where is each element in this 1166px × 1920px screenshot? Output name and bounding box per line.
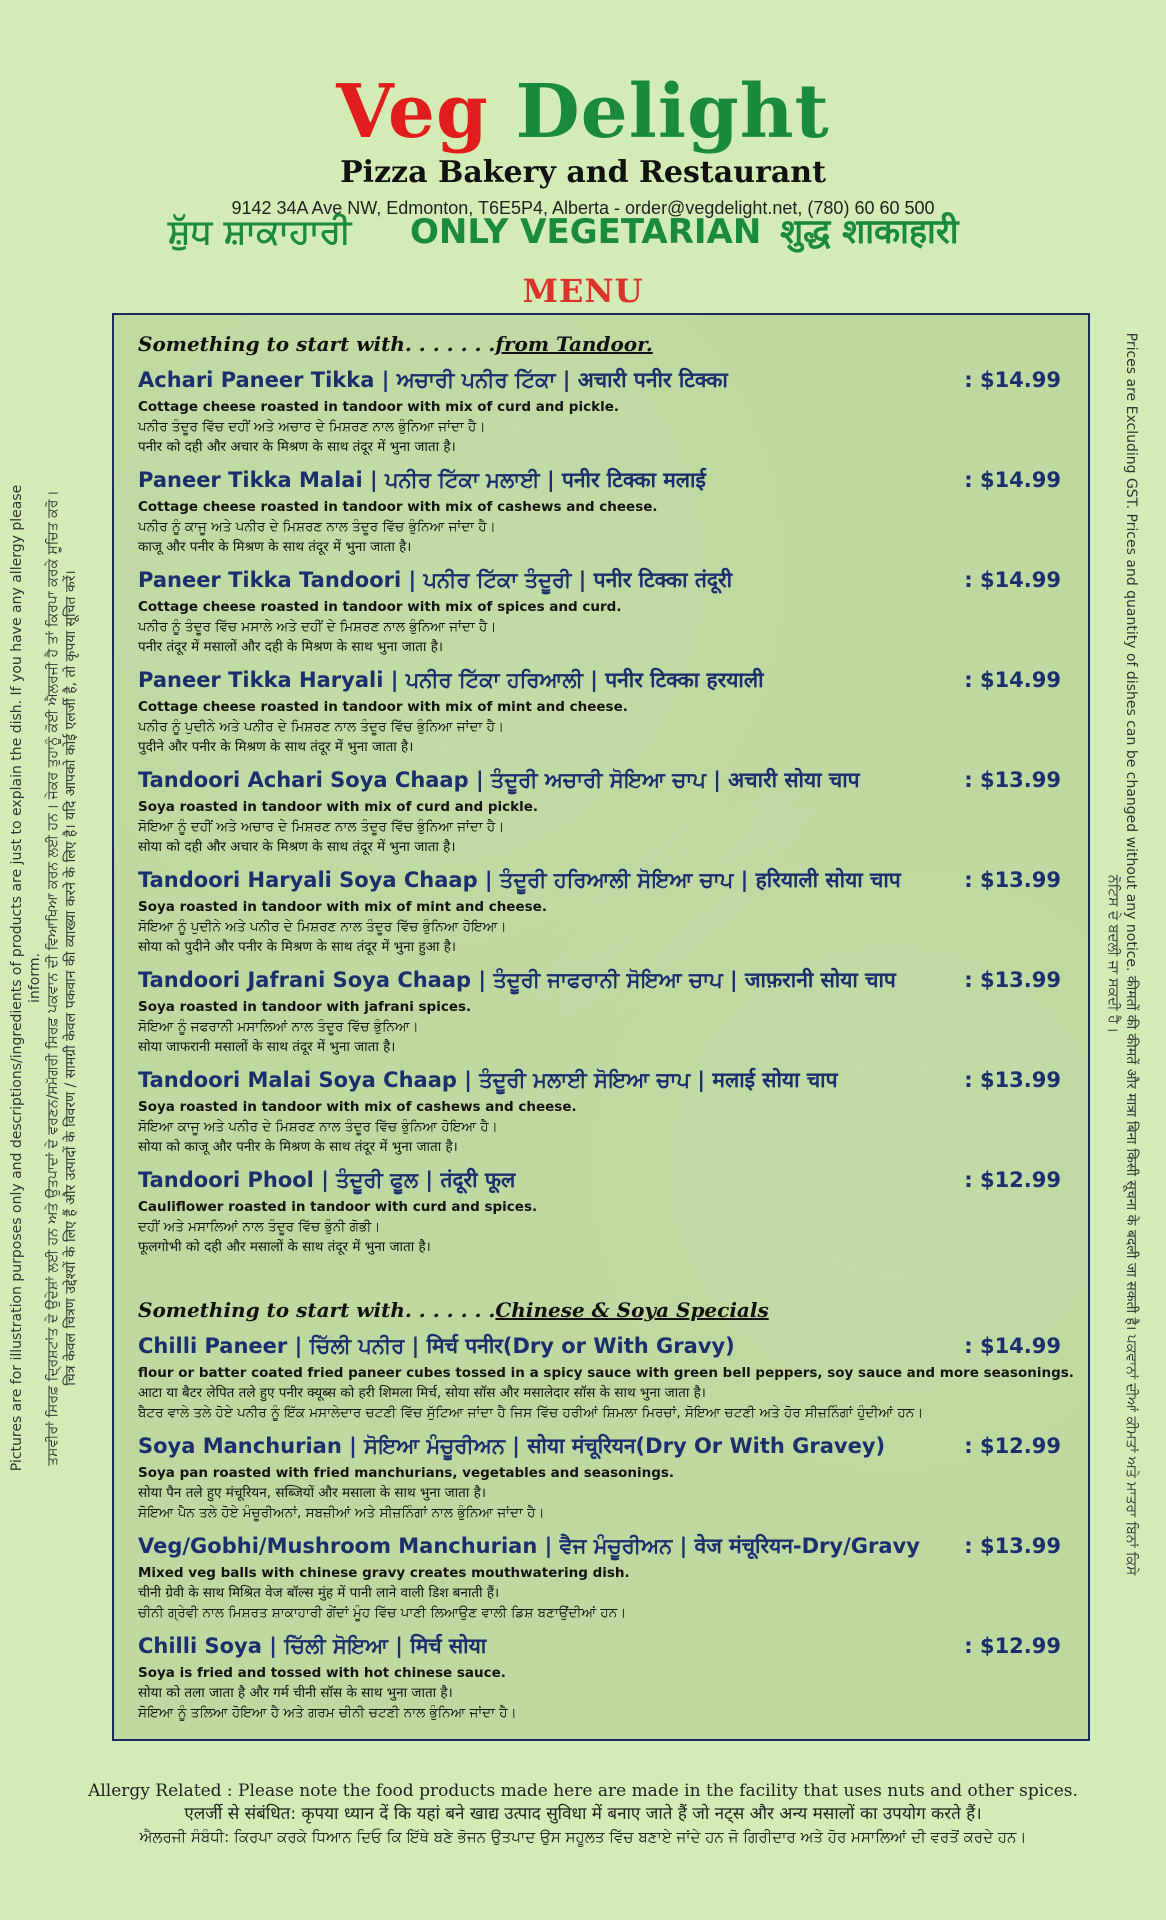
menu-item bbox=[138, 1163, 1073, 1257]
menu-item-desc-en: Soya roasted in tandoor with mix of mint and cheese. bbox=[138, 899, 547, 915]
menu-item-title: Paneer Tikka Haryali | ਪਨੀਰ ਟਿੱਕਾ ਹਰਿਆਲੀ | पनीर टिक्का हरयाली bbox=[138, 668, 764, 692]
left-disclaimer bbox=[8, 478, 84, 1478]
menu-item-price: : $13.99 bbox=[964, 768, 1061, 792]
section-heading-prefix: Something to start with. . . . . . . bbox=[138, 1298, 496, 1322]
menu-item-desc-en: Cottage cheese roasted in tandoor with mix of cashews and cheese. bbox=[138, 499, 658, 515]
menu-item-desc-line2: ਪਨੀਰ ਨੂੰ ਕਾਜੂ ਅਤੇ ਪਨੀਰ ਦੇ ਮਿਸ਼ਰਣ ਨਾਲ ਤੰਦੂਰ ਵਿੱਚ ਭੁੰਨਿਆ ਜਾਂਦਾ ਹੈ। bbox=[138, 519, 496, 535]
menu-item bbox=[138, 363, 1073, 457]
menu-item-desc-en: Soya roasted in tandoor with mix of curd and pickle. bbox=[138, 799, 539, 815]
menu-item-title: Paneer Tikka Malai | ਪਨੀਰ ਟਿੱਕਾ ਮਲਾਈ | पनीर टिक्का मलाई bbox=[138, 468, 706, 492]
menu-item-desc-line2: ਦਹੀਂ ਅਤੇ ਮਸਾਲਿਆਂ ਨਾਲ ਤੰਦੂਰ ਵਿੱਚ ਭੁੰਨੀ ਗੋਭੀ। bbox=[138, 1219, 381, 1235]
menu-item-title: Chilli Soya | ਚਿੱਲੀ ਸੋਇਆ | मिर्च सोया bbox=[138, 1634, 487, 1658]
menu-item-price: : $13.99 bbox=[964, 1068, 1061, 1092]
menu-item bbox=[138, 1429, 1073, 1523]
menu-item-title: Soya Manchurian | ਸੋਇਆ ਮੰਚੂਰੀਅਨ | सोया मंचूरियन(Dry Or With Gravey) bbox=[138, 1434, 886, 1458]
menu-item-price: : $14.99 bbox=[964, 1334, 1061, 1358]
menu-item bbox=[138, 663, 1073, 757]
logo-word-veg: Veg bbox=[336, 69, 489, 155]
menu-item-price: : $14.99 bbox=[964, 568, 1061, 592]
menu-item-title: Chilli Paneer | ਚਿੱਲੀ ਪਨੀਰ | मिर्च पनीर(Dry or With Gravy) bbox=[138, 1334, 735, 1358]
menu-item-desc-line3: पनीर तंदूर में मसालों और दही के मिश्रण के साथ भुना जाता है। bbox=[138, 639, 443, 655]
menu-item-desc-line2: आटा या बैटर लेपित तले हुए पनीर क्यूब्स को हरी शिमला मिर्च, सोया सॉस और मसालेदार सॉस के साथ भुना जाता है। bbox=[138, 1385, 706, 1401]
tagline-hindi: शुद्ध शाकाहारी bbox=[780, 212, 959, 252]
vegetarian-tagline-row bbox=[0, 208, 1166, 256]
menu-panel bbox=[112, 313, 1090, 1741]
section-gap bbox=[138, 1263, 1073, 1291]
menu-item-desc-line3: ਸੋਇਆ ਪੈਨ ਤਲੇ ਹੋਏ ਮੰਚੂਰੀਅਨਾਂ, ਸਬਜ਼ੀਆਂ ਅਤੇ ਸੀਜ਼ਨਿੰਗਾਂ ਨਾਲ ਭੁੰਨਿਆ ਜਾਂਦਾ ਹੈ। bbox=[138, 1505, 545, 1521]
menu-item bbox=[138, 1329, 1073, 1423]
menu-item-desc-line3: सोया को काजू और पनीर के मिश्रण के साथ तंदूर में भुना जाता है। bbox=[138, 1139, 458, 1155]
menu-item-desc-en: Cauliflower roasted in tandoor with curd and spices. bbox=[138, 1199, 538, 1215]
menu-item bbox=[138, 763, 1073, 857]
section-heading-tail: from Tandoor. bbox=[495, 332, 653, 356]
allergy-note-en: Allergy Related : Please note the food products made here are made in the facility that uses nuts and other spices. bbox=[88, 1781, 1078, 1801]
logo-word-delight: Delight bbox=[515, 69, 830, 155]
menu-item-price: : $14.99 bbox=[964, 668, 1061, 692]
section-heading bbox=[138, 325, 1073, 363]
menu-item-desc-line3: फूलगोभी को दही और मसालों के साथ तंदूर में भुना जाता है। bbox=[138, 1239, 431, 1255]
menu-item-desc-line3: ਬੈਟਰ ਵਾਲੇ ਤਲੇ ਹੋਏ ਪਨੀਰ ਨੂੰ ਇੱਕ ਮਸਾਲੇਦਾਰ ਚਟਣੀ ਵਿੱਚ ਸੁੱਟਿਆ ਜਾਂਦਾ ਹੈ ਜਿਸ ਵਿੱਚ ਹਰੀਆਂ ਸ਼ਿਮਲਾ ਮਿਰਚਾਂ, ਸੋਇਆ ਚਟਣੀ ਅਤੇ ਹੋਰ ਸੀਜ਼ਨਿੰਗਾਂ ਹੁੰਦੀਆਂ ਹਨ। bbox=[138, 1405, 924, 1421]
menu-item-desc-line2: ਸੋਇਆ ਕਾਜੂ ਅਤੇ ਪਨੀਰ ਦੇ ਮਿਸ਼ਰਣ ਨਾਲ ਤੰਦੂਰ ਵਿੱਚ ਭੁੰਨਿਆ ਹੋਇਆ ਹੈ। bbox=[138, 1119, 498, 1135]
menu-item bbox=[138, 563, 1073, 657]
left-disclaimer-en: Pictures are for illustration purposes only and descriptions/ingredients of products are just to explain the dish. If you have any allergy please inform. bbox=[9, 484, 43, 1472]
menu-item-desc-en: Cottage cheese roasted in tandoor with mix of mint and cheese. bbox=[138, 699, 628, 715]
menu-item-desc-line2: ਪਨੀਰ ਤੰਦੂਰ ਵਿੱਚ ਦਹੀਂ ਅਤੇ ਅਚਾਰ ਦੇ ਮਿਸ਼ਰਣ ਨਾਲ ਭੁੰਨਿਆ ਜਾਂਦਾ ਹੈ। bbox=[138, 419, 486, 435]
menu-item-desc-line2: सोया को तला जाता है और गर्म चीनी सॉस के साथ भुना जाता है। bbox=[138, 1685, 453, 1701]
menu-item-desc-line2: चीनी ग्रेवी के साथ मिश्रित वेज बॉल्स मुंह में पानी लाने वाली डिश बनाती हैं। bbox=[138, 1585, 500, 1601]
menu-item-desc-line3: सोया जाफरानी मसालों के साथ तंदूर में भुना जाता है। bbox=[138, 1039, 396, 1055]
left-disclaimer-hi: चित्र केवल चित्रण उद्देश्यों के लिए हैं और उत्पादों के विवरण / सामग्री केवल पकवान की व्याख्या करने के लिए है। यदि आपको कोई एलर्जी है, तो कृपया सूचित करें। bbox=[63, 570, 79, 1386]
menu-title: MENU bbox=[522, 272, 644, 310]
menu-item-title: Veg/Gobhi/Mushroom Manchurian | ਵੈਜ ਮੰਚੂਰੀਅਨ | वेज मंचूरियन-Dry/Gravy bbox=[138, 1534, 920, 1558]
menu-item-price: : $13.99 bbox=[964, 1534, 1061, 1558]
menu-item-title: Tandoori Phool | ਤੰਦੂਰੀ ਫੂਲ | तंदूरी फूल bbox=[138, 1168, 516, 1192]
menu-item-desc-line2: ਪਨੀਰ ਨੂੰ ਤੰਦੂਰ ਵਿੱਚ ਮਸਾਲੇ ਅਤੇ ਦਹੀਂ ਦੇ ਮਿਸ਼ਰਣ ਨਾਲ ਭੁੰਨਿਆ ਜਾਂਦਾ ਹੈ। bbox=[138, 619, 497, 635]
menu-item-desc-line3: पुदीने और पनीर के मिश्रण के साथ तंदूर में भुना जाता है। bbox=[138, 739, 414, 755]
menu-item-desc-en: Soya pan roasted with fried manchurians, vegetables and seasonings. bbox=[138, 1465, 675, 1481]
menu-item-desc-line3: ਸੋਇਆ ਨੂੰ ਤਲਿਆ ਹੋਇਆ ਹੈ ਅਤੇ ਗਰਮ ਚੀਨੀ ਚਟਣੀ ਨਾਲ ਭੁੰਨਿਆ ਜਾਂਦਾ ਹੈ। bbox=[138, 1705, 517, 1721]
menu-item-price: : $13.99 bbox=[964, 868, 1061, 892]
menu-item-price: : $13.99 bbox=[964, 968, 1061, 992]
menu-content bbox=[138, 325, 1073, 1729]
menu-item-desc-en: Soya is fried and tossed with hot chinese sauce. bbox=[138, 1665, 506, 1681]
menu-item bbox=[138, 863, 1073, 957]
restaurant-subtitle: Pizza Bakery and Restaurant bbox=[340, 155, 826, 190]
section-heading bbox=[138, 1291, 1073, 1329]
menu-item-desc-en: flour or batter coated fried paneer cubes tossed in a spicy sauce with green bell peppers, soy sauce and more seasonings. bbox=[138, 1365, 1074, 1381]
menu-item bbox=[138, 1063, 1073, 1157]
menu-item-desc-en: Cottage cheese roasted in tandoor with mix of curd and pickle. bbox=[138, 399, 619, 415]
section-heading-prefix: Something to start with. . . . . . . bbox=[138, 332, 496, 356]
right-note-line-2: ਨੋਟਿਸ ਦੇ ਬਦਲੀ ਜਾ ਸਕਦੀ ਹੈ। bbox=[1105, 874, 1121, 1034]
menu-item-price: : $12.99 bbox=[964, 1634, 1061, 1658]
allergy-footer bbox=[0, 1780, 1166, 1848]
menu-item-desc-line2: ਸੋਇਆ ਨੂੰ ਪੁਦੀਨੇ ਅਤੇ ਪਨੀਰ ਦੇ ਮਿਸ਼ਰਣ ਨਾਲ ਤੰਦੂਰ ਵਿੱਚ ਭੁੰਨਿਆ ਹੋਇਆ। bbox=[138, 919, 507, 935]
menu-item-desc-line3: सोया को पुदीने और पनीर के मिश्रण के साथ तंदूर में भुना हुआ है। bbox=[138, 939, 456, 955]
menu-item-title: Tandoori Jafrani Soya Chaap | ਤੰਦੂਰੀ ਜਾਫਰਾਨੀ ਸੋਇਆ ਚਾਪ | जाफ़रानी सोया चाप bbox=[138, 968, 896, 992]
menu-item-desc-line3: पनीर को दही और अचार के मिश्रण के साथ तंदूर में भुना जाता है। bbox=[138, 439, 456, 455]
menu-item-title: Tandoori Malai Soya Chaap | ਤੰਦੂਰੀ ਮਲਾਈ ਸੋਇਆ ਚਾਪ | मलाई सोया चाप bbox=[138, 1068, 838, 1092]
right-note-line-1: Prices are Excluding GST. Prices and quantity of dishes can be changed without any notice. कीमतों की कीमतें और मात्रा बिना किसी सूचना के बदली जा सकती है। ਪਕਵਾਨਾਂ ਦੀਆਂ ਕੀਮਤਾਂ ਅਤੇ ਮਾਤਰਾ ਬਿਨਾਂ ਕਿਸੇ bbox=[1123, 332, 1139, 1576]
left-disclaimer-pa: ਤਸਵੀਰਾਂ ਸਿਰਫ਼ ਦ੍ਰਿਸ਼ਟਾਂਤ ਦੇ ਉਦੇਸ਼ਾਂ ਲਈ ਹਨ ਅਤੇ ਉਤਪਾਦਾਂ ਦੇ ਵਰਣਨ/ਸਮੱਗਰੀ ਸਿਰਫ਼ ਪਕਵਾਨ ਦੀ ਵਿਆਖਿਆ ਕਰਨ ਲਈ ਹਨ। ਜੇਕਰ ਤੁਹਾਨੂੰ ਕੋਈ ਐਲਰਜੀ ਹੈ ਤਾਂ ਕਿਰਪਾ ਕਰਕੇ ਸੂਚਿਤ ਕਰੋ। bbox=[45, 490, 61, 1466]
menu-item-price: : $12.99 bbox=[964, 1434, 1061, 1458]
tagline-punjabi: ਸ਼ੁੱਧ ਸ਼ਾਕਾਹਾਰੀ bbox=[168, 212, 352, 252]
menu-item-desc-en: Soya roasted in tandoor with mix of cashews and cheese. bbox=[138, 1099, 577, 1115]
menu-item-desc-en: Cottage cheese roasted in tandoor with mix of spices and curd. bbox=[138, 599, 622, 615]
menu-item-desc-en: Soya roasted in tandoor with jafrani spices. bbox=[138, 999, 472, 1015]
menu-item-price: : $14.99 bbox=[964, 468, 1061, 492]
menu-item-desc-line3: सोया को दही और अचार के मिश्रण के साथ तंदूर में भुना जाता है। bbox=[138, 839, 456, 855]
menu-item-title: Paneer Tikka Tandoori | ਪਨੀਰ ਟਿੱਕਾ ਤੰਦੂਰੀ | पनीर टिक्का तंदूरी bbox=[138, 568, 733, 592]
address-line: 9142 34A Ave NW, Edmonton, T6E5P4, Alberta - order@vegdelight.net, (780) 60 60 500 bbox=[231, 198, 935, 218]
menu-item-desc-line3: ਚੀਨੀ ਗ੍ਰੇਵੀ ਨਾਲ ਮਿਸ਼ਰਤ ਸ਼ਾਕਾਹਾਰੀ ਗੇਂਦਾਂ ਮੂੰਹ ਵਿੱਚ ਪਾਣੀ ਲਿਆਉਣ ਵਾਲੀ ਡਿਸ਼ ਬਣਾਉਂਦੀਆਂ ਹਨ। bbox=[138, 1605, 627, 1621]
logo bbox=[0, 70, 1166, 154]
right-price-note bbox=[1090, 314, 1140, 1594]
section-heading-tail: Chinese & Soya Specials bbox=[495, 1298, 769, 1322]
menu-item-desc-line2: ਸੋਇਆ ਨੂੰ ਦਹੀਂ ਅਤੇ ਅਚਾਰ ਦੇ ਮਿਸ਼ਰਣ ਨਾਲ ਤੰਦੂਰ ਵਿੱਚ ਭੁੰਨਿਆ ਜਾਂਦਾ ਹੈ। bbox=[138, 819, 505, 835]
menu-item-title: Tandoori Achari Soya Chaap | ਤੰਦੂਰੀ ਅਚਾਰੀ ਸੋਇਆ ਚਾਪ | अचारी सोया चाप bbox=[138, 768, 860, 792]
menu-item-desc-line2: ਸੋਇਆ ਨੂੰ ਜਫਰਾਨੀ ਮਸਾਲਿਆਂ ਨਾਲ ਤੰਦੂਰ ਵਿੱਚ ਭੁੰਨਿਆ। bbox=[138, 1019, 419, 1035]
menu-item-title: Achari Paneer Tikka | ਅਚਾਰੀ ਪਨੀਰ ਟਿੱਕਾ | अचारी पनीर टिक्का bbox=[138, 368, 728, 392]
menu-item-title: Tandoori Haryali Soya Chaap | ਤੰਦੂਰੀ ਹਰਿਆਲੀ ਸੋਇਆ ਚਾਪ | हरियाली सोया चाप bbox=[138, 868, 901, 892]
menu-item-desc-line3: काजू और पनीर के मिश्रण के साथ तंदूर में भुना जाता है। bbox=[138, 539, 412, 555]
allergy-note-pa: ਐਲਰਜੀ ਸੰਬੰਧੀ: ਕਿਰਪਾ ਕਰਕੇ ਧਿਆਨ ਦਿਓ ਕਿ ਇੱਥੇ ਬਣੇ ਭੋਜਨ ਉਤਪਾਦ ਉਸ ਸਹੂਲਤ ਵਿੱਚ ਬਣਾਏ ਜਾਂਦੇ ਹਨ ਜੋ ਗਿਰੀਦਾਰ ਅਤੇ ਹੋਰ ਮਸਾਲਿਆਂ ਦੀ ਵਰਤੋਂ ਕਰਦੇ ਹਨ। bbox=[139, 1828, 1027, 1846]
menu-item bbox=[138, 963, 1073, 1057]
menu-item bbox=[138, 1529, 1073, 1623]
menu-item-desc-line2: सोया पैन तले हुए मंचूरियन, सब्जियों और मसाला के साथ भुना जाता है। bbox=[138, 1485, 486, 1501]
menu-item bbox=[138, 1629, 1073, 1723]
menu-item-desc-en: Mixed veg balls with chinese gravy creates mouthwatering dish. bbox=[138, 1565, 630, 1581]
menu-item bbox=[138, 463, 1073, 557]
menu-item-desc-line2: ਪਨੀਰ ਨੂੰ ਪੁਦੀਨੇ ਅਤੇ ਪਨੀਰ ਦੇ ਮਿਸ਼ਰਣ ਨਾਲ ਤੰਦੂਰ ਵਿੱਚ ਭੁੰਨਿਆ ਜਾਂਦਾ ਹੈ। bbox=[138, 719, 504, 735]
menu-item-price: : $12.99 bbox=[964, 1168, 1061, 1192]
tagline-english: ONLY VEGETARIAN bbox=[410, 212, 762, 252]
header bbox=[0, 70, 1166, 220]
allergy-note-hi: एलर्जी से संबंधित: कृपया ध्यान दें कि यहां बने खाद्य उत्पाद सुविधा में बनाए जाते हैं जो नट्स और अन्य मसालों का उपयोग करते हैं। bbox=[184, 1804, 982, 1824]
menu-item-price: : $14.99 bbox=[964, 368, 1061, 392]
